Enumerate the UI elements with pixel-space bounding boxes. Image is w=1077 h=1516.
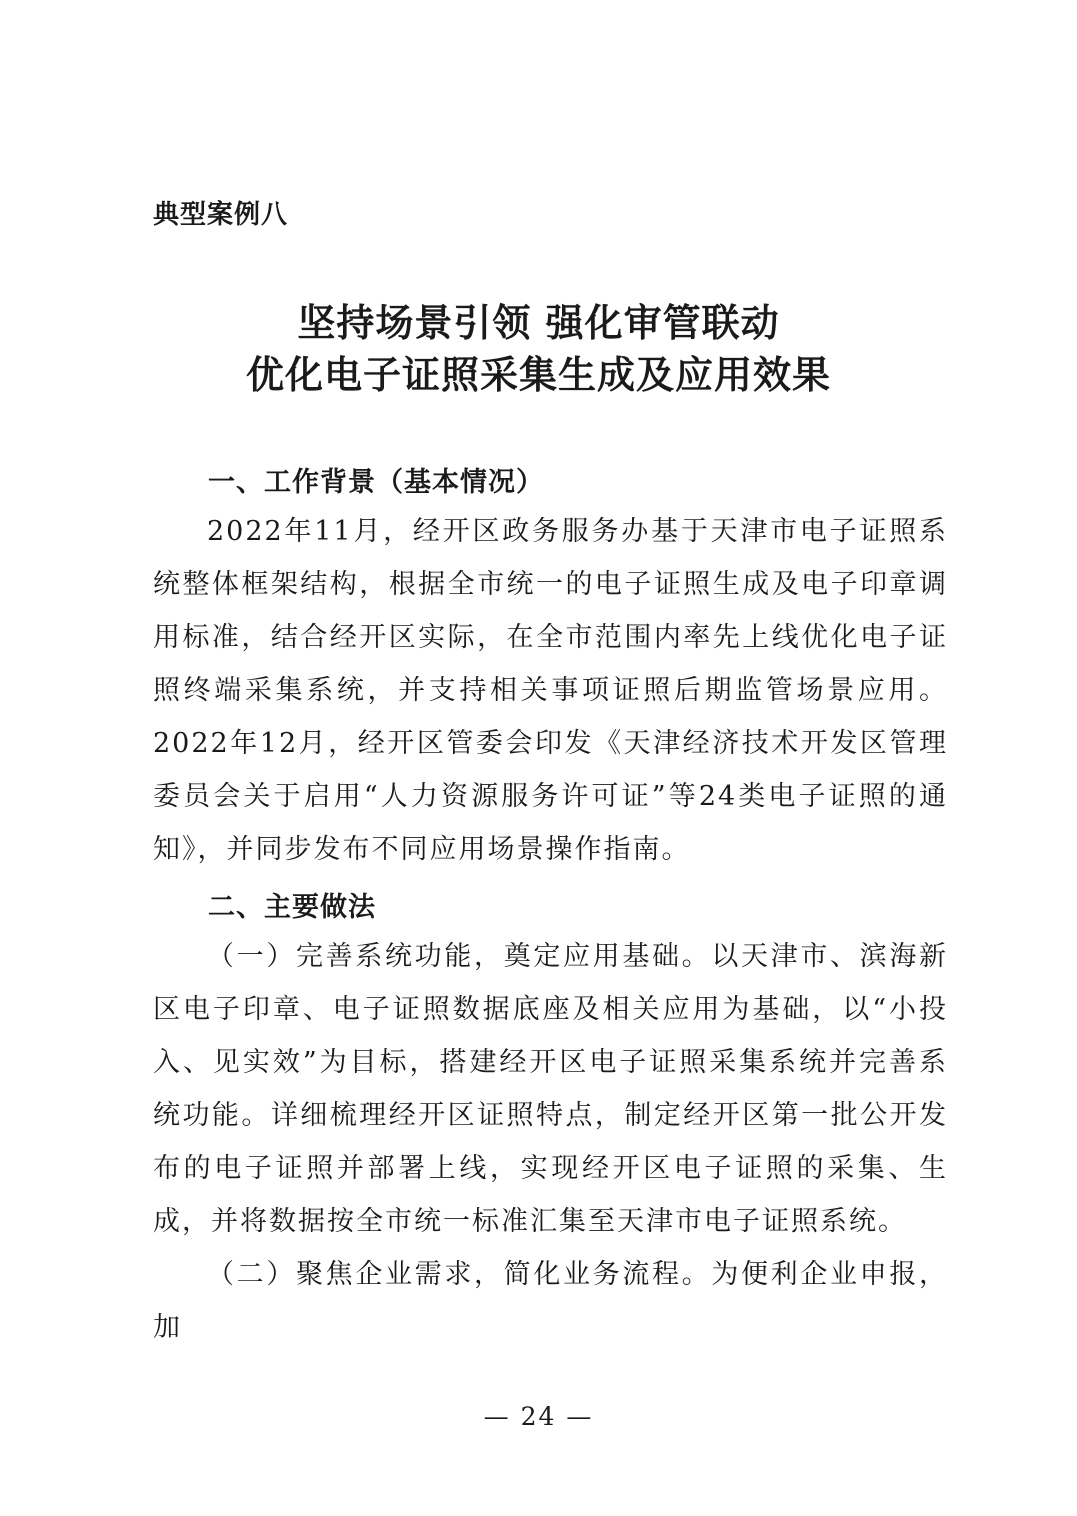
section-heading-background: 一、工作背景（基本情况） — [208, 467, 544, 498]
paragraph-background: 2022年11月，经开区政务服务办基于天津市电子证照系统整体框架结构，根据全市统一的电子证照生成及电子印章调用标准，结合经开区实际，在全市范围内率先上线优化电子证照终端采集系统，并支持相关事项证照后期监管场景应用。2022年12月，经开区管委会印发《天津经济技术开发区管理委员会关于启用“人力资源服务许可证”等24类电子证照的通知》，并同步发布不同应用场景操作指南。 — [153, 516, 948, 865]
case-label: 典型案例八 — [153, 200, 289, 230]
section-heading-main-practices: 二、主要做法 — [208, 892, 376, 923]
page-number: — 24 — — [483, 1402, 594, 1431]
document-title-line-2: 优化电子证照采集生成及应用效果 — [245, 352, 831, 397]
document-title-line-1: 坚持场景引领 强化审管联动 — [297, 300, 780, 345]
paragraph-practice-2: （二）聚焦企业需求，简化业务流程。为便利企业申报，加 — [153, 1259, 948, 1343]
paragraph-practice-1: （一）完善系统功能，奠定应用基础。以天津市、滨海新区电子印章、电子证照数据底座及相关应用为基础，以“小投入、见实效”为目标，搭建经开区电子证照采集系统并完善系统功能。详细梳理经开区证照特点，制定经开区第一批公开发布的电子证照并部署上线，实现经开区电子证照的采集、生成，并将数据按全市统一标准汇集至天津市电子证照系统。 — [153, 941, 948, 1237]
